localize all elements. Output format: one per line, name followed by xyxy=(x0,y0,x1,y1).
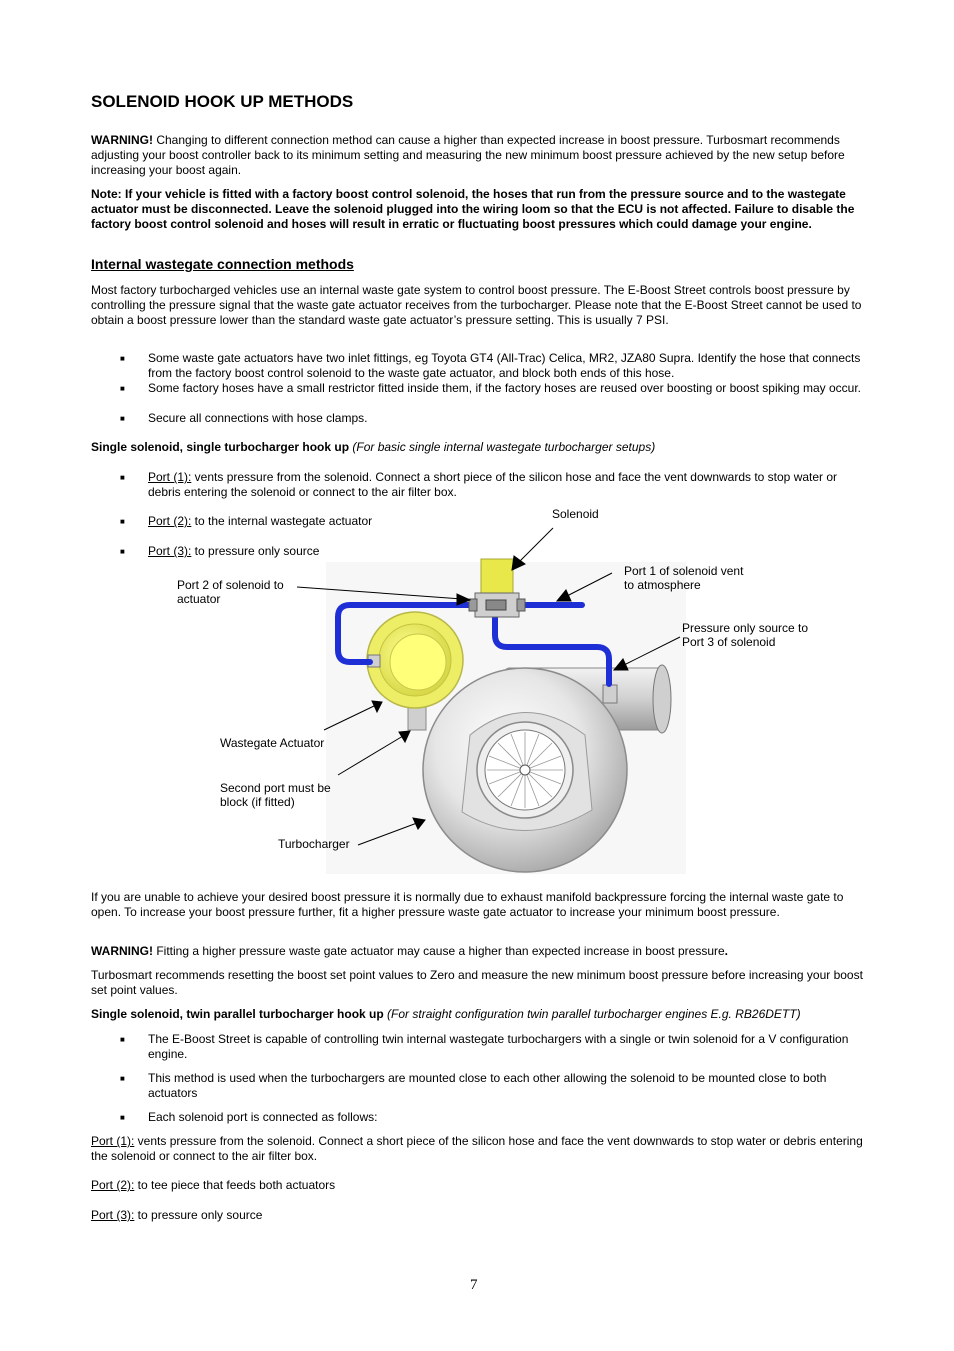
twin-port3-paragraph xyxy=(91,1208,866,1223)
list-item: Secure all connections with hose clamps. xyxy=(148,411,368,425)
single-heading-text: Single solenoid, single turbocharger hook up xyxy=(91,440,350,454)
note-paragraph: Note: If your vehicle is fitted with a factory boost control solenoid, the hoses that run from the pressure source and to the wastegate actuator must be disconnected. Leave the solenoid plugged into the wiring loom so that the ECU is not affected. Failure to disable the factory boost control solenoid and hoses will result in erratic or fluctuating boost pressures which could damage your engine. xyxy=(91,187,855,231)
bullet-marker: ■ xyxy=(120,517,125,526)
twin-port2-label: Port (2): xyxy=(91,1178,135,1192)
twin-port1-label: Port (1): xyxy=(91,1134,135,1148)
label-turbocharger: Turbocharger xyxy=(278,837,350,851)
warning2-label: WARNING! xyxy=(91,944,153,958)
port2-label: Port (2): xyxy=(148,514,192,528)
port3-text: to pressure only source xyxy=(191,544,320,558)
label-port1-vent-line1: Port 1 of solenoid vent xyxy=(624,564,744,578)
twin-port3-text: to pressure only source xyxy=(134,1208,263,1222)
label-port1-vent-line2: to atmosphere xyxy=(624,578,701,592)
twin-port2-text: to tee piece that feeds both actuators xyxy=(134,1178,336,1192)
bullet-marker: ■ xyxy=(120,1074,125,1083)
warning2-paragraph xyxy=(91,944,866,959)
bullet-marker: ■ xyxy=(120,473,125,482)
bullet-marker: ■ xyxy=(120,1113,125,1122)
internal-heading: Internal wastegate connection methods xyxy=(91,256,354,272)
bullet-marker: ■ xyxy=(120,354,125,363)
bullet-marker: ■ xyxy=(120,547,125,556)
label-second-port-line1: Second port must be xyxy=(220,781,331,795)
intro-paragraph: Most factory turbocharged vehicles use an internal waste gate system to control boost pressure. The E-Boost Street controls boost pressure by controlling the pressure signal that the waste gate actuator receives from the turbocharger. Please note that the E-Boost Street cannot be used to obtain a boost pressure lower than the standard waste gate actuator’s pressure setting. This is usually 7 PSI. xyxy=(91,283,862,327)
label-wastegate: Wastegate Actuator xyxy=(220,736,325,750)
list-item: This method is used when the turbochargers are mounted close to each other allowing the solenoid to be mounted close to both actuators xyxy=(148,1071,827,1100)
list-item: Some waste gate actuators have two inlet fittings, eg Toyota GT4 (All-Trac) Celica, MR2, JZA80 Supra. Identify the hose that connects from the factory boost control solenoid to the waste gate actuator, and block both ends of this hose. xyxy=(148,351,861,380)
twin-heading-text: Single solenoid, twin parallel turbocharger hook up xyxy=(91,1007,384,1021)
list-item: Each solenoid port is connected as follows: xyxy=(148,1110,378,1124)
twin-port3-label: Port (3): xyxy=(91,1208,135,1222)
port3-label: Port (3): xyxy=(148,544,192,558)
port2-text: to the internal wastegate actuator xyxy=(191,514,373,528)
list-item: The E-Boost Street is capable of controlling twin internal wastegate turbochargers with a single or twin solenoid for a V configuration engine. xyxy=(148,1032,849,1061)
page-number: 7 xyxy=(470,1277,478,1293)
label-port2-line2: actuator xyxy=(177,592,221,606)
twin-heading xyxy=(91,1007,866,1022)
label-port2-line1: Port 2 of solenoid to xyxy=(177,578,284,592)
twin-port2-paragraph xyxy=(91,1178,866,1193)
bullet-marker: ■ xyxy=(120,414,125,423)
bullet-marker: ■ xyxy=(120,1035,125,1044)
reset-paragraph: Turbosmart recommends resetting the boost set point values to Zero and measure the new minimum boost pressure before increasing your boost set point values. xyxy=(91,968,863,997)
warning2-text: Fitting a higher pressure waste gate actuator may cause a higher than expected increase in boost pressure xyxy=(153,944,725,958)
single-heading-note: (For basic single internal wastegate turbocharger setups) xyxy=(349,440,656,454)
label-solenoid: Solenoid xyxy=(552,507,599,521)
label-pressure-line2: Port 3 of solenoid xyxy=(682,635,776,649)
turbocharger-icon xyxy=(423,668,627,872)
warning2-end: . xyxy=(724,944,729,958)
twin-port1-text: vents pressure from the solenoid. Connect a short piece of the silicon hose and face the vent downwards to stop water or debris entering the solenoid or connect to the air filter box. xyxy=(91,1134,863,1163)
warning-text: Changing to different connection method can cause a higher than expected increase in boost pressure. Turbosmart recommends adjusting your boost controller back to its minimum setting and measuring the new minimum boost pressure achieved by the new setup before increasing your boost again. xyxy=(91,133,845,177)
warning-label: WARNING! xyxy=(91,133,153,147)
label-second-port-line2: block (if fitted) xyxy=(220,795,295,809)
page-title: SOLENOID HOOK UP METHODS xyxy=(91,92,354,111)
port1-label: Port (1): xyxy=(148,470,192,484)
unable-paragraph: If you are unable to achieve your desired boost pressure it is normally due to exhaust manifold backpressure forcing the internal waste gate to open. To increase your boost pressure further, fit a higher pressure waste gate actuator to increase your minimum boost pressure. xyxy=(91,890,844,919)
list-item: Some factory hoses have a small restrictor fitted inside them, if the factory hoses are reused over boosting or boost spiking may occur. xyxy=(148,381,862,395)
bullet-marker: ■ xyxy=(120,384,125,393)
label-pressure-line1: Pressure only source to xyxy=(682,621,809,635)
twin-heading-note: (For straight configuration twin parallel turbocharger engines E.g. RB26DETT) xyxy=(383,1007,801,1021)
twin-port1-paragraph xyxy=(91,1134,866,1164)
port1-text: vents pressure from the solenoid. Connect a short piece of the silicon hose and face the vent downwards to stop water or debris entering the solenoid or connect to the air filter box. xyxy=(148,470,838,499)
